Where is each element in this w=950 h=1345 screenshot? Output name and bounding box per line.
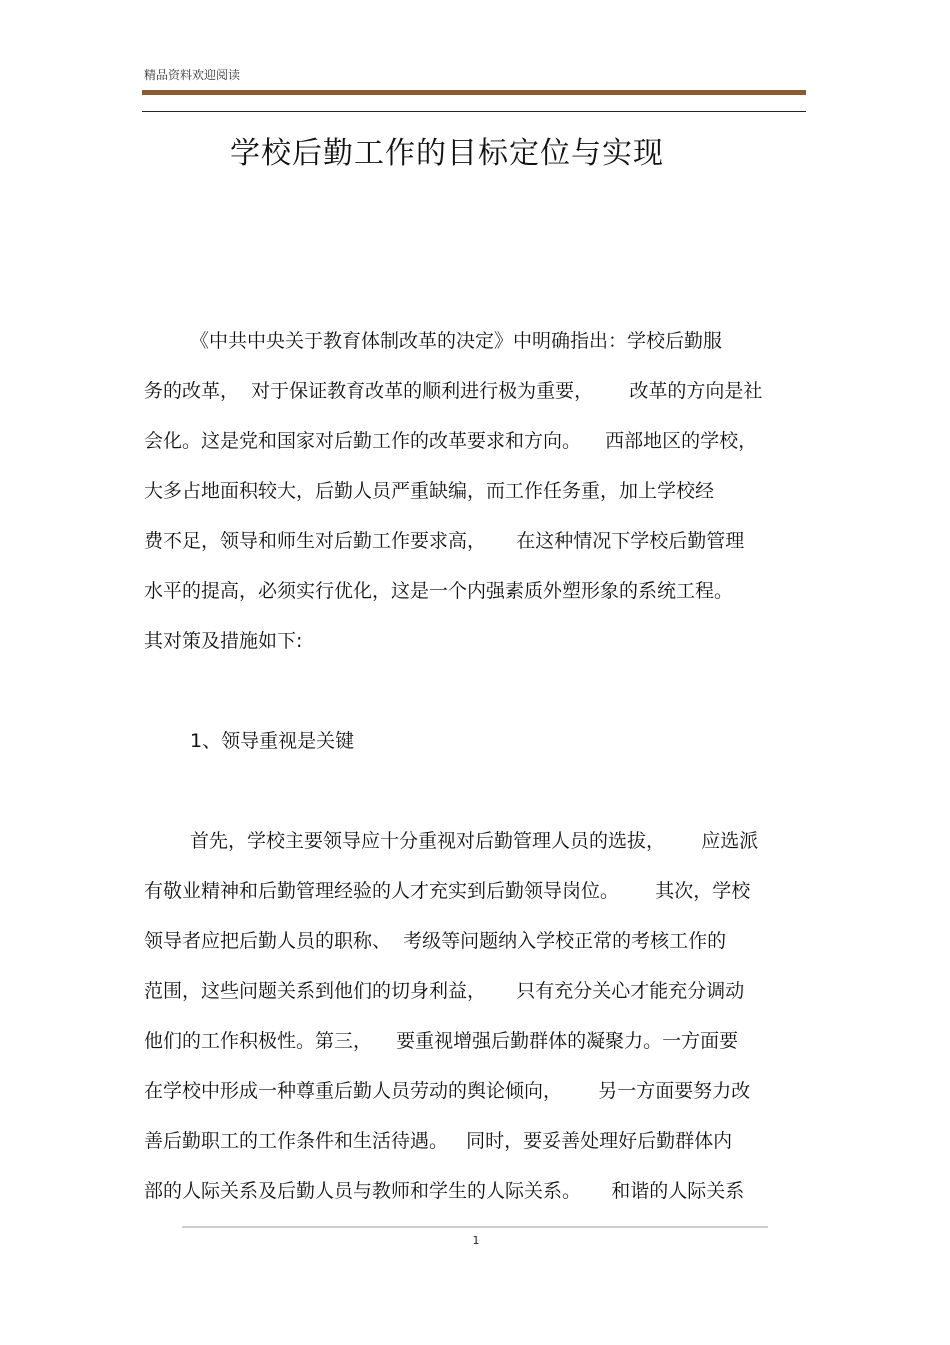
footer-rule bbox=[182, 1226, 768, 1228]
paragraph-line: 领导者应把后勤人员的职称、 考级等问题纳入学校正常的考核工作的 bbox=[144, 930, 727, 952]
paragraph-line: 其对策及措施如下: bbox=[144, 630, 303, 652]
header-text: 精品资料欢迎阅读 bbox=[144, 68, 241, 82]
paragraph-line: 范围，这些问题关系到他们的切身利益， 只有充分关心才能充分调动 bbox=[144, 980, 745, 1002]
paragraph-line: 部的人际关系及后勤人员与教师和学生的人际关系。 和谐的人际关系 bbox=[144, 1180, 745, 1202]
paragraph-line: 会化。这是党和国家对后勤工作的改革要求和方向。 西部地区的学校， bbox=[144, 430, 758, 452]
paragraph-line: 大多占地面积较大，后勤人员严重缺编，而工作任务重，加上学校经 bbox=[144, 480, 715, 502]
page-number: 1 bbox=[472, 1234, 480, 1247]
header-rule-thick bbox=[142, 90, 806, 95]
document-title: 学校后勤工作的目标定位与实现 bbox=[230, 136, 664, 171]
header-rule-thin bbox=[142, 111, 806, 112]
paragraph-line: 费不足，领导和师生对后勤工作要求高， 在这种情况下学校后勤管理 bbox=[144, 530, 745, 552]
paragraph-line: 他们的工作积极性。第三， 要重视增强后勤群体的凝聚力。一方面要 bbox=[144, 1030, 739, 1052]
paragraph-line: 在学校中形成一种尊重后勤人员劳动的舆论倾向， 另一方面要努力改 bbox=[144, 1080, 751, 1102]
paragraph-line: 水平的提高，必须实行优化，这是一个内强素质外塑形象的系统工程。 bbox=[144, 580, 734, 602]
paragraph-line: 务的改革， 对于保证教育改革的顺利进行极为重要， 改革的方向是社 bbox=[144, 380, 763, 402]
paragraph-line: 《中共中央关于教育体制改革的决定》中明确指出：学校后勤服 bbox=[190, 330, 723, 352]
paragraph-line: 善后勤职工的工作条件和生活待遇。 同时，要妥善处理好后勤群体内 bbox=[144, 1130, 733, 1152]
section-heading: 1、领导重视是关键 bbox=[190, 730, 355, 752]
paragraph-line: 有敬业精神和后勤管理经验的人才充实到后勤领导岗位。 其次，学校 bbox=[144, 880, 751, 902]
paragraph-line: 首先，学校主要领导应十分重视对后勤管理人员的选拔， 应选派 bbox=[190, 830, 759, 852]
